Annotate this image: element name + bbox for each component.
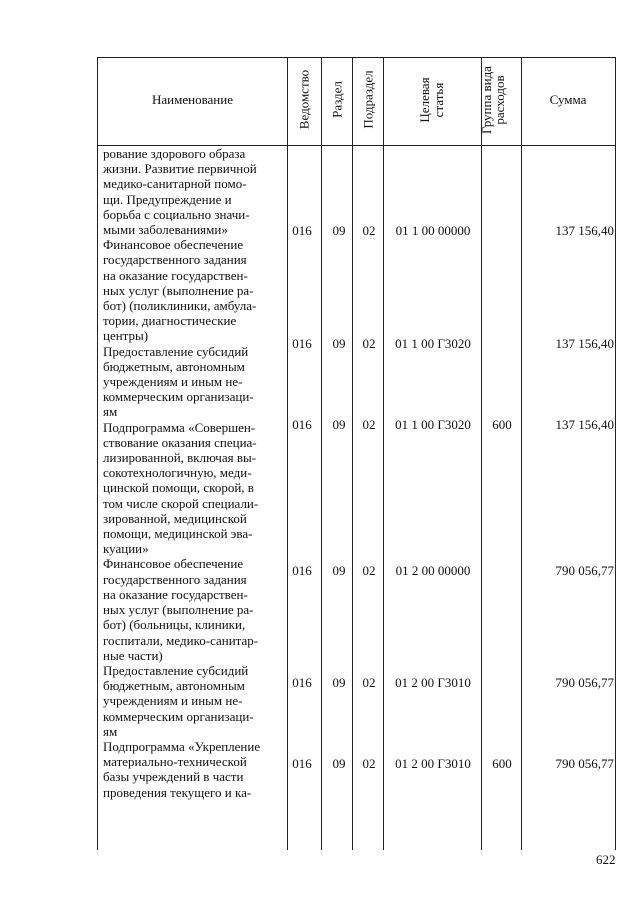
name-line: проведения текущего и ка- — [103, 784, 252, 800]
name-line: Финансовое обеспечение — [103, 237, 244, 253]
cell-vedomstvo: 016 — [292, 675, 312, 690]
cell-podrazdel: 02 — [362, 223, 376, 238]
name-line: ных услуг (выполнение ра- — [103, 282, 254, 298]
name-column — [103, 146, 276, 800]
name-line: государственного задания — [103, 571, 247, 587]
name-line: щи. Предупреждение и — [103, 191, 232, 207]
cell-razdel: 09 — [332, 756, 346, 771]
cell-vedomstvo: 016 — [292, 756, 312, 771]
col-divider — [321, 57, 322, 850]
name-line: учреждениям и иным не- — [103, 693, 243, 709]
name-line: бюджетным, автономным — [103, 678, 245, 694]
cell-vedomstvo: 016 — [292, 336, 312, 351]
name-line: базы учреждений в части — [103, 769, 244, 785]
name-line: коммерческим организаци- — [103, 389, 254, 405]
cell-razdel: 09 — [332, 336, 346, 351]
name-line: на оказание государствен- — [103, 586, 248, 602]
name-line: ствование оказания специа- — [103, 434, 257, 450]
name-line: учреждениям и иным не- — [103, 374, 243, 390]
name-line: ям — [103, 404, 118, 420]
table-row-name — [103, 146, 276, 237]
col-divider — [521, 57, 522, 850]
name-line: центры) — [103, 328, 149, 344]
name-line: помощи, медицинской эва- — [103, 526, 253, 542]
name-line: Финансовое обеспечение — [103, 556, 244, 572]
cell-celevaya-statya: 01 1 00 Г3020 — [395, 417, 471, 432]
name-line: Подпрограмма «Совершен- — [103, 419, 256, 435]
name-line: бюджетным, автономным — [103, 358, 245, 374]
name-line: медико-санитарной помо- — [103, 176, 247, 192]
cell-razdel: 09 — [332, 675, 346, 690]
name-line: коммерческим организаци- — [103, 708, 254, 724]
name-line: борьба с социально значи- — [103, 206, 250, 222]
name-line: материально-технической — [103, 754, 247, 770]
cell-podrazdel: 02 — [362, 756, 376, 771]
name-line: лизированной, включая вы- — [103, 450, 257, 466]
col-divider — [383, 57, 384, 850]
cell-summa: 790 056,77 — [555, 675, 614, 690]
cell-podrazdel: 02 — [362, 417, 376, 432]
name-line: госпитали, медико-санитар- — [103, 632, 259, 648]
cell-celevaya-statya: 01 1 00 00000 — [395, 223, 471, 238]
table-row-name — [103, 663, 276, 739]
cell-celevaya-statya: 01 2 00 Г3010 — [395, 675, 471, 690]
cell-celevaya-statya: 01 2 00 Г3010 — [395, 756, 471, 771]
header-vedomstvo: Ведомство — [296, 69, 312, 130]
name-line: Предоставление субсидий — [103, 343, 249, 359]
cell-summa: 790 056,77 — [555, 563, 614, 578]
cell-summa: 137 156,40 — [555, 417, 614, 432]
name-line: бот) (больницы, клиники, — [103, 617, 246, 633]
cell-gruppa: 600 — [492, 417, 512, 432]
table-row-name — [103, 237, 276, 343]
name-line: тории, диагностические — [103, 313, 237, 329]
name-line: ных услуг (выполнение ра- — [103, 602, 254, 618]
name-line: мыми заболеваниями» — [103, 222, 228, 238]
table-row-name — [103, 420, 276, 557]
name-line: зированной, медицинской — [103, 510, 247, 526]
col-divider — [287, 57, 288, 850]
page-number: 622 — [596, 852, 616, 867]
cell-gruppa: 600 — [492, 756, 512, 771]
cell-summa: 137 156,40 — [555, 223, 614, 238]
header-podrazdel: Подраздел — [360, 70, 376, 129]
cell-summa: 790 056,77 — [555, 756, 614, 771]
col-divider — [481, 57, 482, 850]
name-line: на оказание государствен- — [103, 267, 248, 283]
cell-celevaya-statya: 01 1 00 Г3020 — [395, 336, 471, 351]
name-line: сокотехнологичную, меди- — [103, 465, 252, 481]
cell-podrazdel: 02 — [362, 336, 376, 351]
name-line: ям — [103, 723, 118, 739]
cell-razdel: 09 — [332, 563, 346, 578]
cell-celevaya-statya: 01 2 00 00000 — [395, 563, 471, 578]
cell-vedomstvo: 016 — [292, 417, 312, 432]
table-top-border — [97, 57, 615, 58]
name-line: бот) (поликлиники, амбула- — [103, 298, 257, 314]
name-line: Предоставление субсидий — [103, 662, 249, 678]
name-line: Подпрограмма «Укрепление — [103, 738, 261, 754]
cell-podrazdel: 02 — [362, 675, 376, 690]
cell-razdel: 09 — [332, 417, 346, 432]
cell-summa: 137 156,40 — [555, 336, 614, 351]
table-row-name — [103, 556, 276, 662]
col-divider — [352, 57, 353, 850]
name-line: жизни. Развитие первичной — [103, 161, 257, 177]
name-line: государственного задания — [103, 252, 247, 268]
name-line: рование здорового образа — [103, 146, 246, 161]
header-celevaya-statya: Целевая статья — [417, 77, 446, 123]
name-line: куации» — [103, 541, 149, 557]
cell-podrazdel: 02 — [362, 563, 376, 578]
header-razdel: Раздел — [329, 81, 345, 118]
cell-razdel: 09 — [332, 223, 346, 238]
name-line: ные части) — [103, 647, 163, 663]
header-name: Наименование — [152, 92, 233, 107]
header-gruppa-vida-rashodov: Группа вида расходов — [479, 66, 507, 134]
name-line: цинской помощи, скорой, в — [103, 480, 254, 496]
table-row-name — [103, 344, 276, 420]
header-summa: Сумма — [549, 92, 587, 107]
cell-vedomstvo: 016 — [292, 223, 312, 238]
name-line: том числе скорой специали- — [103, 495, 259, 511]
cell-vedomstvo: 016 — [292, 563, 312, 578]
table-row-name — [103, 739, 276, 800]
